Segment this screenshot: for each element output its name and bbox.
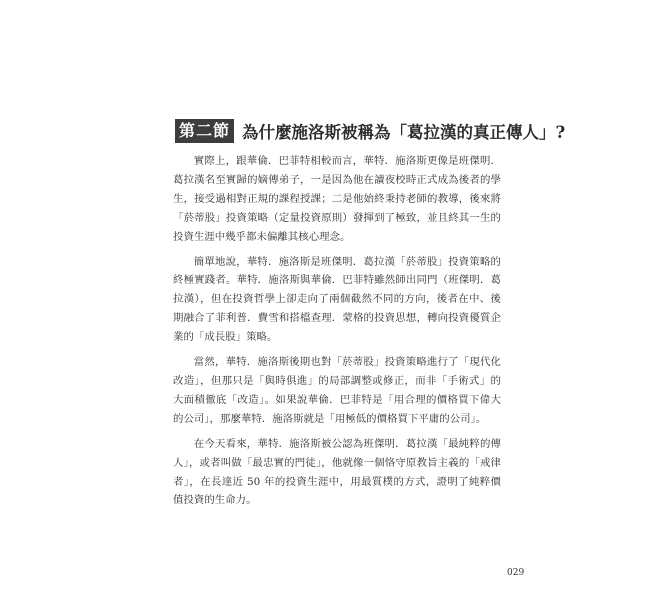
page-number: 029: [507, 568, 525, 578]
section-header: [175, 117, 566, 145]
paragraph-3: 當然，華特．施洛斯後期也對「菸蒂股」投資策略進行了「現代化改造」，但那只是「與時俱進」的局部調整或修正，而非「手術式」的大面積徹底「改造」。如果說華倫．巴菲特是「用合理的價格買下偉大的公司」，那麼華特．施洛斯就是「用極低的價格買下平庸的公司」。: [173, 356, 501, 425]
paragraph-1: 實際上，跟華倫．巴菲特相較而言，華特．施洛斯更像是班傑明．葛拉漢名至實歸的嫡傳弟子，一是因為他在讀夜校時正式成為後者的學生，接受過相對正規的課程授課；二是他始終秉持老師的教導，後來將「菸蒂股」投資策略（定量投資原則）發揮到了極致，並且終其一生的投資生涯中幾乎都未偏離其核心理念。: [173, 155, 501, 243]
section-badge: 第二節: [175, 119, 234, 143]
body-text: [173, 152, 501, 516]
paragraph-4: 在今天看來，華特．施洛斯被公認為班傑明．葛拉漢「最純粹的傳人」，或者叫做「最忠實的門徒」，他就像一個恪守原教旨主義的「戒律者」，在長達近 50 年的投資生涯中，用最質樸的方式，證明了純粹價值投資的生命力。: [173, 437, 501, 507]
section-title: 為什麼施洛斯被稱為「葛拉漢的真正傳人」?: [242, 123, 566, 142]
paragraph-2: 簡單地說，華特．施洛斯是班傑明．葛拉漢「菸蒂股」投資策略的終極實踐者。華特．施洛斯與華倫．巴菲特雖然師出同門（班傑明．葛拉漢），但在投資哲學上卻走向了兩個截然不同的方向，後者在中、後期融合了菲利普．費雪和搭檔查理．蒙格的投資思想，轉向投資優質企業的「成長股」策略。: [173, 255, 501, 344]
